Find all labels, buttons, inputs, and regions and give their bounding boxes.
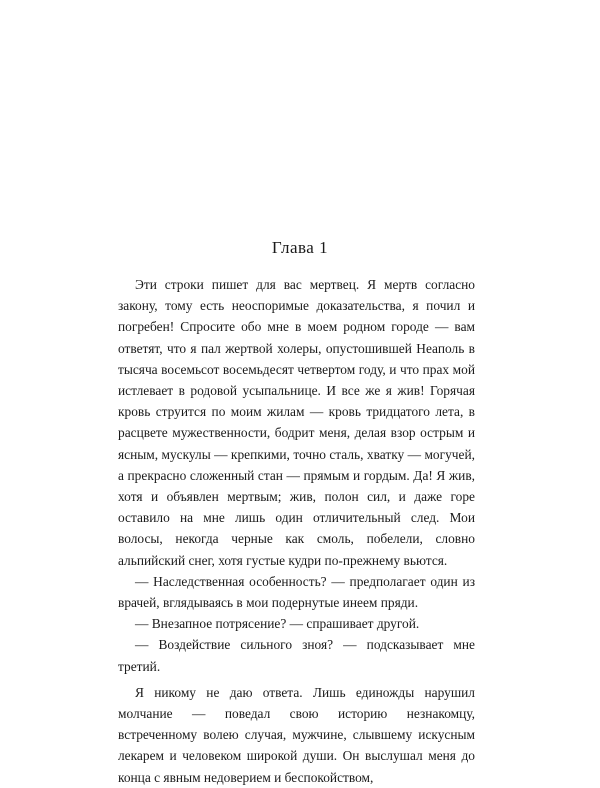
paragraph-5: Я никому не даю ответа. Лишь единожды нарушил молчание — поведал свою историю незнакомцу, встреченному волею случая, мужчине, слывшему искусным лекарем и человеком широкой души. Он выслушал меня до конца с явным недоверием и беспокойством, [118,684,475,785]
paragraph-3: — Внезапное потрясение? — спрашивает другой. [135,616,420,632]
paragraph-2: — Наследственная особенность? — предполагает один из врачей, вглядываясь в мои подернутые инеем пряди. [118,573,475,611]
paragraph-4: — Воздействие сильного зноя? — подсказывает мне третий. [118,637,475,674]
paragraph-1: Эти строки пишет для вас мертвец. Я мертв согласно закону, тому есть неоспоримые доказательства, я почил и погребен! Спросите обо мне в моем родном городе — вам ответят, что я пал жертвой холеры, опустошившей Неаполь в тысяча восемьсот восемьдесят четвертом году, и что прах мой истлевает в родовой усыпальнице. И все же я жив! Горячая кровь струится по моим жилам — кровь тридцатого лета, в расцвете мужественности, бодрит меня, делая взор острым и ясным, мускулы — крепкими, точно сталь, хватку — могучей, а прекрасно сложенный стан — прямым и гордым. Да! Я жив, хотя и объявлен мертвым; жив, полон сил, и даже горе оставило на мне лишь один отличительный след. Мои волосы, некогда черные как смоль, побелели, словно альпийский снег, хотя густые кудри по-прежнему вьются. [118,277,475,568]
chapter-body [118,274,475,788]
chapter-title: Глава 1 [271,238,329,257]
